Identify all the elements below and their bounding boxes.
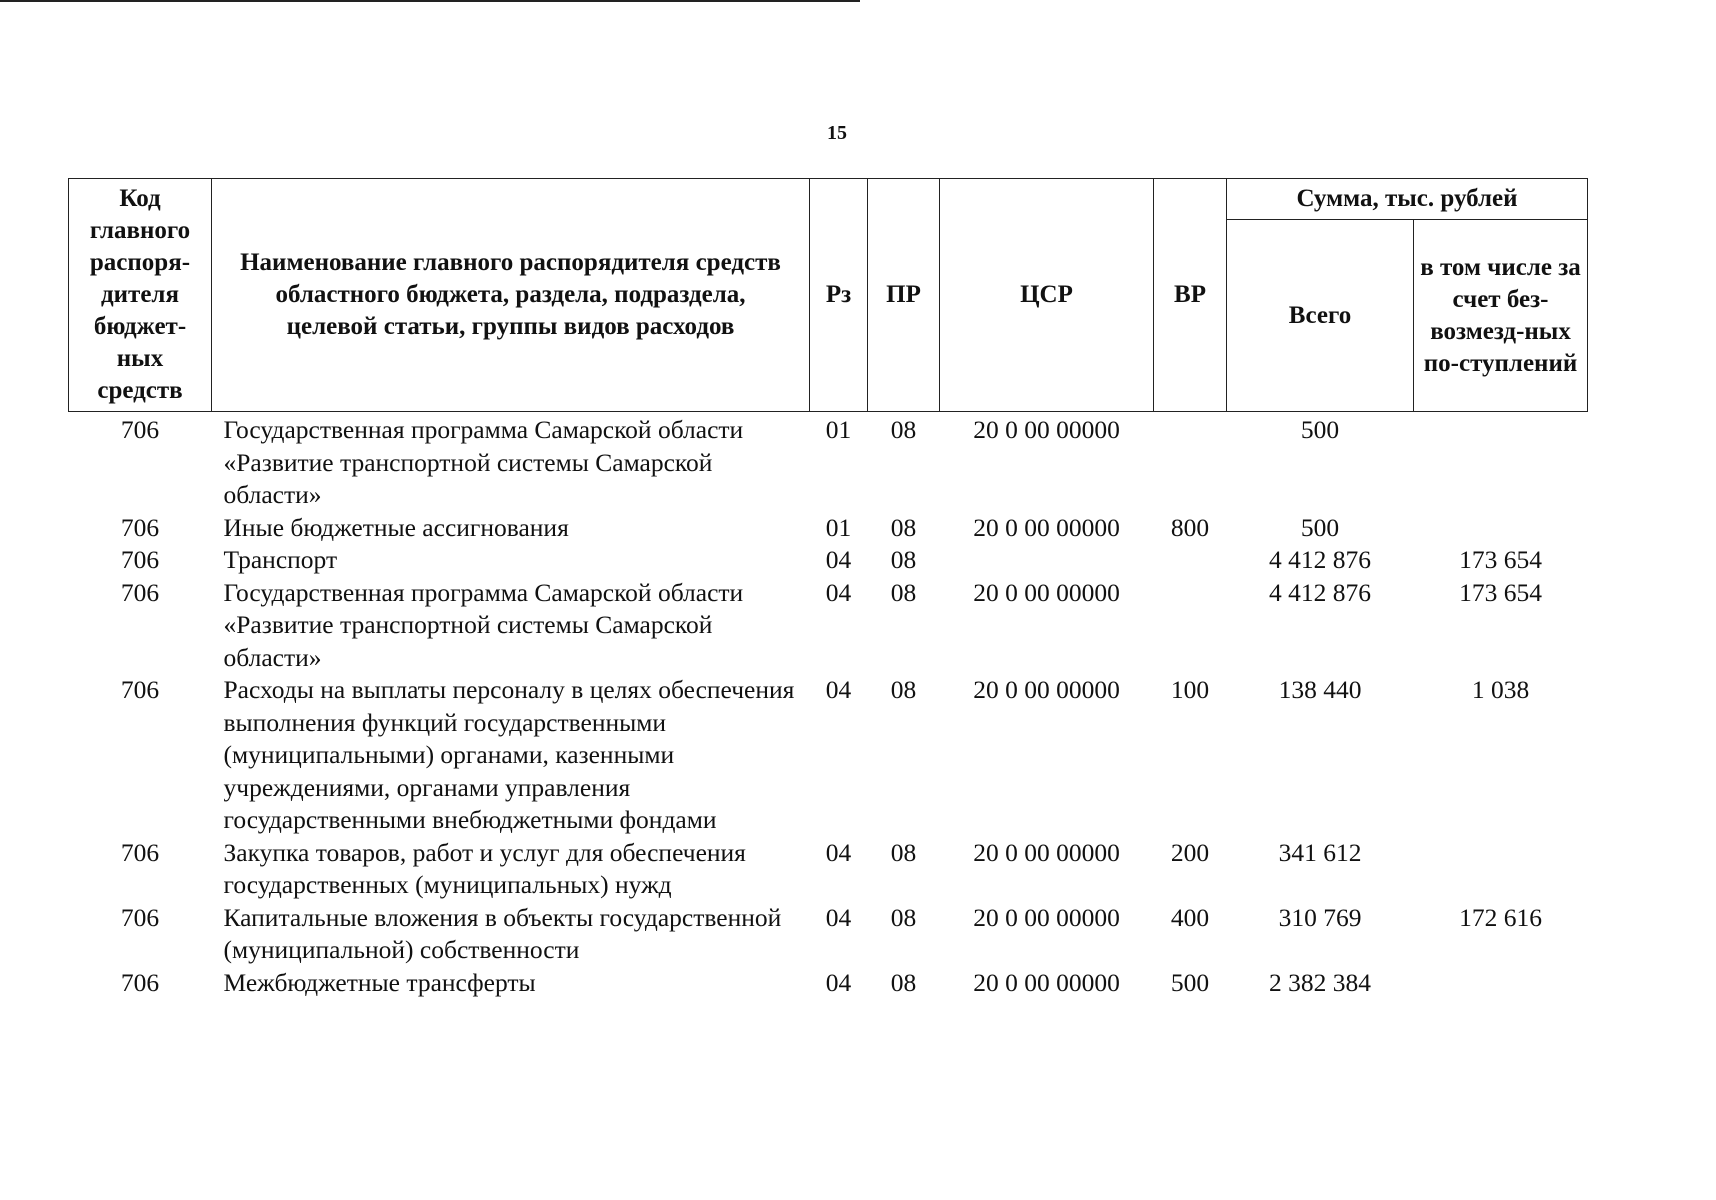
- cell-code: 706: [120, 512, 160, 542]
- cell-csr: 20 0 00 00000: [973, 902, 1120, 932]
- cell-code: 706: [120, 577, 160, 607]
- cell-pr: 08: [890, 675, 917, 704]
- header-csr: ЦСР: [940, 179, 1154, 412]
- cell-rz: 04: [825, 837, 852, 867]
- cell-rz: 04: [825, 967, 852, 997]
- cell-free: 173 654: [1459, 545, 1542, 574]
- page-number: 15: [827, 122, 847, 144]
- table-row: [69, 412, 1588, 512]
- table-row: [69, 837, 1588, 902]
- cell-vr: [1154, 577, 1227, 675]
- cell-total: 138 440: [1278, 675, 1362, 704]
- table-row: [69, 512, 1588, 545]
- cell-name: Государственная программа Самарской области «Развитие транспортной системы Самарской области»: [223, 577, 744, 672]
- cell-name: Иные бюджетные ассигнования: [223, 512, 569, 542]
- cell-pr: 08: [890, 545, 917, 574]
- cell-code: 706: [120, 837, 160, 867]
- header-sum: Сумма, тыс. рублей: [1227, 179, 1588, 220]
- cell-csr: 20 0 00 00000: [973, 577, 1120, 607]
- header-pr: ПР: [868, 179, 940, 412]
- cell-csr: 20 0 00 00000: [973, 415, 1120, 444]
- cell-code: 706: [120, 967, 160, 997]
- header-rz: Рз: [810, 179, 868, 412]
- cell-total: 341 612: [1278, 837, 1362, 867]
- cell-vr: 100: [1170, 675, 1210, 704]
- cell-free: [1414, 412, 1588, 512]
- cell-code: 706: [120, 415, 160, 444]
- cell-pr: 08: [890, 967, 917, 997]
- cell-free: 172 616: [1459, 902, 1542, 932]
- header-vr: ВР: [1154, 179, 1227, 412]
- header-free: в том числе за счет без-возмезд-ных по-ступлений: [1414, 220, 1588, 412]
- header-code: Код главного распоря-дителя бюджет-ных средств: [69, 179, 212, 412]
- cell-name: Капитальные вложения в объекты государственной (муниципальной) собственности: [223, 902, 782, 964]
- cell-pr: 08: [890, 902, 917, 932]
- cell-total: 500: [1300, 415, 1340, 444]
- cell-vr: [1154, 544, 1227, 577]
- cell-total: 4 412 876: [1269, 545, 1371, 574]
- cell-free: [1414, 967, 1588, 1000]
- table-row: [69, 674, 1588, 837]
- cell-rz: 01: [825, 415, 852, 444]
- cell-csr: 20 0 00 00000: [973, 837, 1120, 867]
- cell-total: 500: [1300, 512, 1340, 542]
- cell-code: 706: [120, 902, 160, 932]
- table-row: [69, 577, 1588, 675]
- header-total: Всего: [1227, 220, 1414, 412]
- cell-pr: 08: [890, 577, 917, 607]
- cell-csr: [940, 544, 1154, 577]
- table-row: [69, 544, 1588, 577]
- table-row: [69, 902, 1588, 967]
- cell-csr: 20 0 00 00000: [973, 967, 1120, 997]
- budget-table: [68, 178, 1588, 999]
- cell-csr: 20 0 00 00000: [973, 512, 1120, 542]
- table-body: [69, 412, 1588, 1000]
- cell-free: 173 654: [1459, 577, 1542, 607]
- cell-total: 310 769: [1278, 902, 1362, 932]
- cell-vr: 800: [1170, 512, 1210, 542]
- table-row: [69, 967, 1588, 1000]
- cell-rz: 04: [825, 675, 852, 704]
- table-header: [69, 179, 1588, 412]
- cell-total: 2 382 384: [1269, 967, 1371, 997]
- cell-name: Закупка товаров, работ и услуг для обеспечения государственных (муниципальных) нужд: [223, 837, 746, 899]
- header-name: Наименование главного распорядителя средств областного бюджета, раздела, подраздела, целевой статьи, группы видов расходов: [212, 179, 810, 412]
- cell-free: 1 038: [1471, 675, 1530, 704]
- cell-vr: 400: [1170, 902, 1210, 932]
- cell-free: [1414, 837, 1588, 902]
- cell-rz: 01: [825, 512, 852, 542]
- cell-pr: 08: [890, 837, 917, 867]
- cell-vr: 500: [1170, 967, 1210, 997]
- cell-pr: 08: [890, 512, 917, 542]
- cell-pr: 08: [890, 415, 917, 444]
- cell-name: Расходы на выплаты персоналу в целях обеспечения выполнения функций государственными (муниципальными) органами, казенными учреждениями, органами управления государственными внебюджетными фондами: [223, 675, 795, 834]
- cell-vr: 200: [1170, 837, 1210, 867]
- cell-total: 4 412 876: [1269, 577, 1371, 607]
- scan-top-border: [0, 0, 860, 2]
- cell-code: 706: [120, 545, 160, 574]
- cell-name: Государственная программа Самарской области «Развитие транспортной системы Самарской области»: [223, 415, 744, 509]
- cell-vr: [1154, 412, 1227, 512]
- cell-rz: 04: [825, 902, 852, 932]
- cell-name: Межбюджетные трансферты: [223, 967, 536, 997]
- cell-rz: 04: [825, 577, 852, 607]
- cell-free: [1414, 512, 1588, 545]
- cell-rz: 04: [825, 545, 852, 574]
- cell-code: 706: [120, 675, 160, 704]
- cell-csr: 20 0 00 00000: [973, 675, 1120, 704]
- cell-name: Транспорт: [223, 545, 338, 574]
